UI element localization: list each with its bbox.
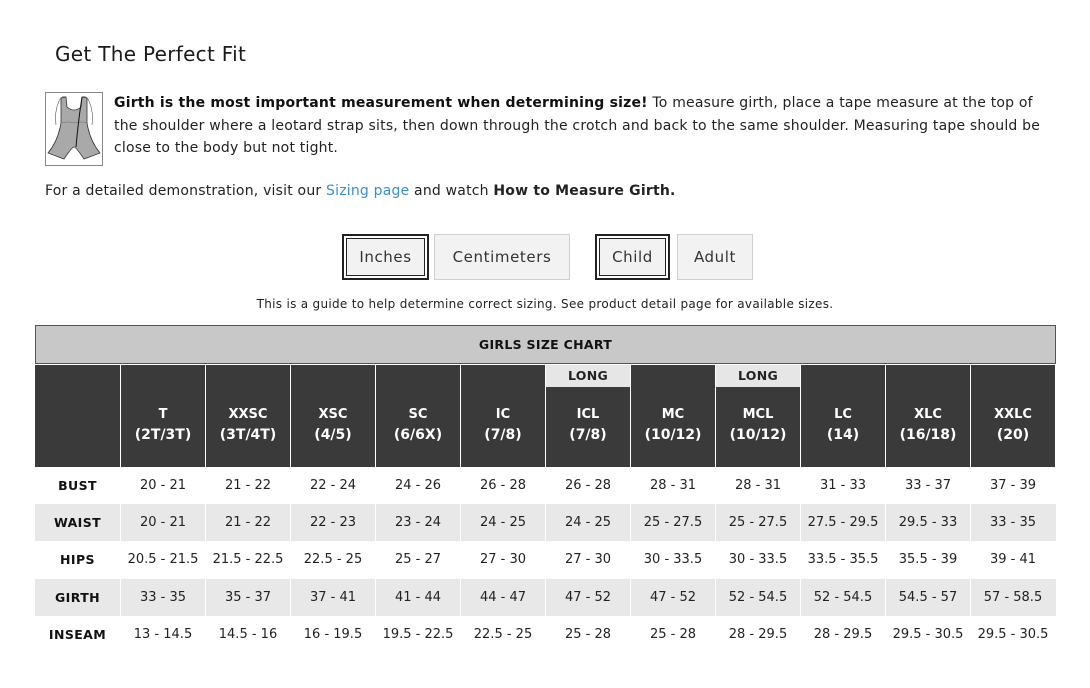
table-cell: 25 - 27.5 xyxy=(643,515,703,531)
table-cell: 28 - 29.5 xyxy=(728,626,788,642)
size-range: (7/8) xyxy=(569,427,607,443)
size-code: SC xyxy=(408,407,428,422)
table-cell: 20.5 - 21.5 xyxy=(127,552,199,568)
table-cell: 39 - 41 xyxy=(989,552,1037,568)
size-range: (3T/4T) xyxy=(219,427,277,443)
table-cell: 21 - 22 xyxy=(224,515,272,531)
size-heading xyxy=(461,405,545,445)
table-cell: 21.5 - 22.5 xyxy=(212,552,284,568)
table-cell: 37 - 41 xyxy=(309,589,357,605)
demo-line xyxy=(45,183,676,199)
row-label: INSEAM xyxy=(48,626,107,642)
chart-header-corner xyxy=(35,365,120,467)
table-cell: 41 - 44 xyxy=(394,589,442,605)
row-label: BUST xyxy=(58,478,97,493)
table-cell: 54.5 - 57 xyxy=(898,589,958,605)
size-range: (4/5) xyxy=(314,427,352,443)
table-row xyxy=(35,541,1056,578)
measure-girth-video-label: How to Measure Girth. xyxy=(493,183,676,199)
table-cell: 33 - 37 xyxy=(904,478,952,493)
table-cell: 52 - 54.5 xyxy=(813,589,873,605)
table-cell: 14.5 - 16 xyxy=(218,626,278,642)
size-code: LC xyxy=(834,407,852,422)
table-cell: 19.5 - 22.5 xyxy=(382,626,454,642)
table-cell: 57 - 58.5 xyxy=(983,589,1043,605)
long-badge: LONG xyxy=(716,365,800,387)
size-code: XSC xyxy=(318,407,348,422)
table-cell: 20 - 21 xyxy=(139,478,187,493)
girth-importance: Girth is the most important measurement when determining size! xyxy=(114,95,648,111)
table-cell: 20 - 21 xyxy=(139,515,187,531)
chart-header-xsc xyxy=(291,365,375,467)
table-cell: 24 - 26 xyxy=(394,478,442,493)
girth-instructions xyxy=(114,92,1054,160)
table-cell: 22.5 - 25 xyxy=(473,626,533,642)
size-code: IC xyxy=(495,407,511,422)
row-label: WAIST xyxy=(53,515,102,531)
table-cell: 33 - 35 xyxy=(139,589,187,605)
table-cell: 52 - 54.5 xyxy=(728,589,788,605)
adult-toggle-button[interactable]: Adult xyxy=(677,234,753,280)
table-cell: 47 - 52 xyxy=(564,589,612,605)
table-cell: 30 - 33.5 xyxy=(728,552,788,568)
table-cell: 16 - 19.5 xyxy=(303,626,363,642)
size-heading xyxy=(121,405,205,445)
table-cell: 24 - 25 xyxy=(479,515,527,531)
chart-header-t xyxy=(121,365,205,467)
table-cell: 29.5 - 33 xyxy=(898,515,958,531)
size-heading xyxy=(291,405,375,445)
table-cell: 22 - 23 xyxy=(309,515,357,531)
size-range: (20) xyxy=(996,427,1030,443)
table-cell: 29.5 - 30.5 xyxy=(977,626,1049,642)
inches-toggle-button[interactable]: Inches xyxy=(342,234,429,280)
table-cell: 27 - 30 xyxy=(564,552,612,568)
size-range: (10/12) xyxy=(729,427,787,443)
size-range: (16/18) xyxy=(899,427,957,443)
table-cell: 22 - 24 xyxy=(309,478,357,493)
size-code: MC xyxy=(661,407,685,422)
long-badge: LONG xyxy=(546,365,630,387)
row-label: HIPS xyxy=(60,552,95,568)
demo-mid: and watch xyxy=(409,183,494,199)
size-code: XLC xyxy=(914,407,942,422)
size-code: XXLC xyxy=(994,407,1032,422)
row-label: GIRTH xyxy=(55,589,100,605)
table-cell: 37 - 39 xyxy=(989,478,1037,493)
size-code: ICL xyxy=(576,407,600,422)
table-cell: 25 - 27.5 xyxy=(728,515,788,531)
size-range: (2T/3T) xyxy=(134,427,192,443)
chart-header-sc xyxy=(376,365,460,467)
leotard-icon xyxy=(46,93,102,165)
table-cell: 23 - 24 xyxy=(394,515,442,531)
table-cell: 26 - 28 xyxy=(479,478,527,493)
leotard-girth-illustration xyxy=(45,92,103,166)
size-heading xyxy=(801,405,885,445)
size-heading xyxy=(886,405,970,445)
chart-header-mc xyxy=(631,365,715,467)
size-heading xyxy=(376,405,460,445)
size-range: (6/6X) xyxy=(393,427,443,443)
chart-header-ic xyxy=(461,365,545,467)
demo-prefix: For a detailed demonstration, visit our xyxy=(45,183,327,199)
table-cell: 44 - 47 xyxy=(479,589,527,605)
table-cell: 22.5 - 25 xyxy=(303,552,363,568)
size-range: (14) xyxy=(826,427,860,443)
chart-header-xxlc xyxy=(971,365,1055,467)
size-heading xyxy=(631,405,715,445)
size-range: (7/8) xyxy=(484,427,522,443)
table-cell: 25 - 28 xyxy=(564,626,612,642)
size-range: (10/12) xyxy=(644,427,702,443)
sizing-guide-note: This is a guide to help determine correct sizing. See product detail page for available sizes. xyxy=(256,297,834,311)
table-cell: 33.5 - 35.5 xyxy=(807,552,879,568)
sizing-page-link[interactable]: Sizing page xyxy=(326,183,410,199)
table-cell: 27.5 - 29.5 xyxy=(807,515,879,531)
size-heading xyxy=(206,405,290,445)
size-heading xyxy=(546,405,630,445)
centimeters-toggle-button[interactable]: Centimeters xyxy=(434,234,570,280)
table-cell: 28 - 29.5 xyxy=(813,626,873,642)
child-toggle-button[interactable]: Child xyxy=(595,234,670,280)
table-cell: 26 - 28 xyxy=(564,478,612,493)
page-title: Get The Perfect Fit xyxy=(55,42,247,66)
chart-header-xxsc xyxy=(206,365,290,467)
table-row xyxy=(35,616,1056,653)
size-code: XXSC xyxy=(228,407,268,422)
size-heading xyxy=(971,405,1055,445)
table-row xyxy=(35,467,1056,504)
size-code: T xyxy=(158,407,168,422)
table-cell: 25 - 28 xyxy=(649,626,697,642)
table-cell: 24 - 25 xyxy=(564,515,612,531)
table-cell: 21 - 22 xyxy=(224,478,272,493)
size-chart-title: GIRLS SIZE CHART xyxy=(35,325,1056,364)
table-cell: 47 - 52 xyxy=(649,589,697,605)
table-cell: 35 - 37 xyxy=(224,589,272,605)
table-cell: 28 - 31 xyxy=(649,478,697,493)
table-cell: 28 - 31 xyxy=(734,478,782,493)
size-heading xyxy=(716,405,800,445)
table-row xyxy=(35,504,1056,541)
girth-how-to: To measure girth, place a tape measure at the top of the shoulder where a leotard strap sits, then down through the crotch and back to the same shoulder. Measuring tape should be close to the body but not tight. xyxy=(114,95,1041,156)
size-code: MCL xyxy=(742,407,774,422)
table-cell: 30 - 33.5 xyxy=(643,552,703,568)
table-cell: 31 - 33 xyxy=(819,478,867,493)
table-cell: 25 - 27 xyxy=(394,552,442,568)
table-cell: 33 - 35 xyxy=(989,515,1037,531)
chart-header-lc xyxy=(801,365,885,467)
table-cell: 35.5 - 39 xyxy=(898,552,958,568)
table-cell: 27 - 30 xyxy=(479,552,527,568)
table-cell: 29.5 - 30.5 xyxy=(892,626,964,642)
chart-header-xlc xyxy=(886,365,970,467)
table-cell: 13 - 14.5 xyxy=(133,626,193,642)
table-row xyxy=(35,579,1056,616)
